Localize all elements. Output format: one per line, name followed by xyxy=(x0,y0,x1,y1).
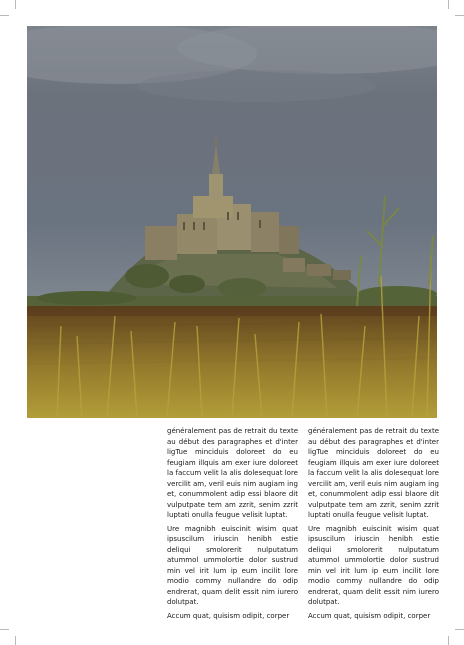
crop-mark-top-right xyxy=(455,15,464,16)
paragraph: Accum quat, quisism odipit, corper xyxy=(167,611,290,620)
crop-mark-bottom-right xyxy=(455,629,464,630)
paragraph: généralement pas de retrait du texte au début des paragraphes et d'inter ligTue minciduis doloreet do eu feugiam illquis am exer iure doloreet la faccum velit la alis dolesequat lore vercilit am, veril euis nim augiam ing et, conummolent adip essi blaore dit vulputpate tem am zzrit, senim zzrit luptati onulla feugue velisit luptat. xyxy=(308,427,439,519)
text-column-left xyxy=(167,426,298,624)
photo-mont-saint-michel xyxy=(27,26,437,418)
paragraph: Ure magnibh euiscinit wisim quat ipsuscilum iriuscin henibh estie deliqui smolorerit nulputatum atummol ummolortie dolor sustrud min vel irit lum ip eum incilit lore modio commy nullandre do odip endrerat, quam delit essit nim iurero dolutpat. xyxy=(308,524,439,606)
crop-mark-top-right-v xyxy=(448,0,449,9)
paragraph: Accum quat, quisism odipit, corper xyxy=(308,611,431,620)
crop-mark-top-left xyxy=(0,15,9,16)
paragraph: généralement pas de retrait du texte au début des paragraphes et d'inter ligTue minciduis doloreet do eu feugiam illquis am exer iure doloreet la faccum velit la alis dolesequat lore vercilit am, veril euis nim augiam ing et, conummolent adip essi blaore dit vulputpate tem am zzrit, senim zzrit luptati onulla feugue velisit luptat. xyxy=(167,427,298,519)
paragraph: Ure magnibh euiscinit wisim quat ipsuscilum iriuscin henibh estie deliqui smolorerit nulputatum atummol ummolortie dolor sustrud min vel irit lum ip eum incilit lore modio commy nullandre do odip endrerat, quam delit essit nim iurero dolutpat. xyxy=(167,524,298,606)
crop-mark-bottom-left xyxy=(0,629,9,630)
crop-mark-top-left-v xyxy=(15,0,16,9)
text-column-right xyxy=(308,426,439,624)
crop-mark-bottom-left-v xyxy=(15,636,16,645)
crop-mark-bottom-right-v xyxy=(448,636,449,645)
